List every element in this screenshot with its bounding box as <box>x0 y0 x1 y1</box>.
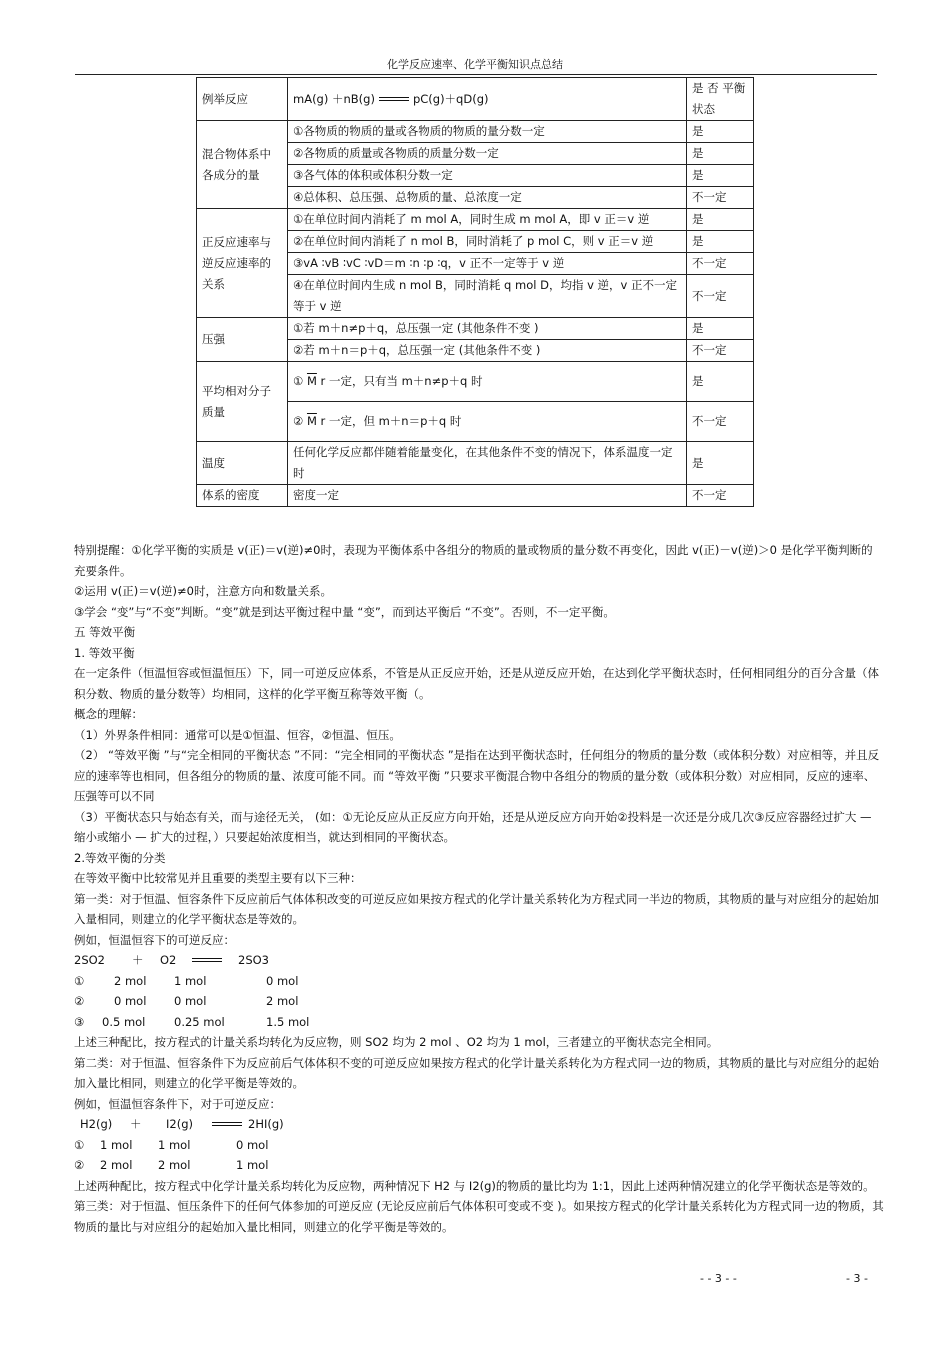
row-result: 是 <box>687 442 754 485</box>
ratio-row: ① 2 mol 1 mol 0 mol <box>74 973 299 988</box>
row-result: 是 <box>687 362 754 402</box>
row-result: 是 <box>687 318 754 340</box>
header-rule <box>75 74 877 75</box>
equilibrium-arrow-icon <box>379 94 409 104</box>
row-result: 不一定 <box>687 402 754 442</box>
ratio-row: ① 1 mol 1 mol 0 mol <box>74 1137 269 1152</box>
paragraph: 第一类：对于恒温、恒容条件下反应前后气体体积改变的可逆反应如果按方程式的化学计量关系转化为方程式同一半边的物质，其物质的量与对应组分的起始加入量相同，则建立的化学平衡状态是等效的。 <box>74 891 879 926</box>
row-text: ②若 m＋n＝p＋q，总压强一定 (其他条件不变 ) <box>288 340 687 362</box>
ratio-row: ③ 0.5 mol 0.25 mol 1.5 mol <box>74 1014 310 1029</box>
paragraph: ②运用 v(正)＝v(逆)≠0时，注意方向和数量关系。 <box>74 584 332 598</box>
group-cat-5: 体系的密度 <box>197 485 288 507</box>
row-result: 是 <box>687 165 754 187</box>
row-text: ②在单位时间内消耗了 n mol B，同时消耗了 p mol C，则 v 正＝v 逆 <box>288 231 687 253</box>
header-reaction <box>288 78 687 121</box>
row-text: ③各气体的体积或体积分数一定 <box>288 165 687 187</box>
paragraph: 第二类：对于恒温、恒容条件下为反应前后气体体积不变的可逆反应如果按方程式的化学计量关系转化为方程式同一边的物质，其物质的量比与对应组分的起始加入量比相同，则建立的化学平衡是等效的。 <box>74 1055 879 1090</box>
table-row <box>197 442 754 485</box>
row-text: 密度一定 <box>288 485 687 507</box>
row-result: 不一定 <box>687 275 754 318</box>
row-result: 不一定 <box>687 340 754 362</box>
group-cat-1: 正反应速率与逆反应速率的关系 <box>197 209 288 318</box>
row-text: ①在单位时间内消耗了 m mol A，同时生成 m mol A，即 v 正＝v 逆 <box>288 209 687 231</box>
reaction-left: mA(g) ＋nB(g) <box>293 91 375 106</box>
paragraph: 在一定条件（恒温恒容或恒温恒压）下，同一可逆反应体系，不管是从正反应开始，还是从逆反应开始，在达到化学平衡状态时，任何相同组分的百分含量（体积分数、物质的量分数等）均相同，这样的化学平衡互称等效平衡（。 <box>74 666 879 701</box>
table-row <box>197 485 754 507</box>
row-text: ④总体积、总压强、总物质的量、总浓度一定 <box>288 187 687 209</box>
row-result: 不一定 <box>687 485 754 507</box>
table-row <box>197 318 754 340</box>
paragraph: 例如，恒温恒容下的可逆反应： <box>74 932 235 947</box>
page-header: 化学反应速率、化学平衡知识点总结 <box>387 58 563 71</box>
paragraph: （3）平衡状态只与始态有关，而与途径无关， (如：①无论反应从正反应方向开始，还是从逆反应方向开始②投料是一次还是分成几次③反应容器经过扩大 — 缩小或缩小 — 扩大的过程，）只要起始浓度相当，就达到相同的平衡状态。 <box>74 809 876 844</box>
paragraph: 概念的理解： <box>74 707 143 721</box>
row-result: 是 <box>687 231 754 253</box>
ratio-row: ② 2 mol 2 mol 1 mol <box>74 1158 269 1172</box>
table-row <box>197 209 754 231</box>
equilibrium-arrow-icon <box>212 1119 242 1129</box>
row-text: ①若 m＋n≠p＋q，总压强一定 (其他条件不变 ) <box>288 318 687 340</box>
group-cat-2: 压强 <box>197 318 288 362</box>
row-result: 是 <box>687 121 754 143</box>
section-heading: 五 等效平衡 <box>74 625 136 639</box>
paragraph: 上述两种配比，按方程式中化学计量关系均转化为反应物，两种情况下 H2 与 I2(g)的物质的量比均为 1:1，因此上述两种情况建立的化学平衡状态是等效的。 <box>74 1178 875 1193</box>
equilibrium-criteria-table <box>196 77 754 507</box>
paragraph: 例如，恒温恒容条件下，对于可逆反应： <box>74 1096 281 1111</box>
body-text <box>74 540 884 1237</box>
paragraph: 上述三种配比，按方程式的计量关系均转化为反应物，则 SO2 均为 2 mol 、O2 均为 1 mol，三者建立的平衡状态完全相同。 <box>74 1035 719 1049</box>
row-result: 是 <box>687 209 754 231</box>
mr-symbol: $\overline{M}$ <box>306 374 317 388</box>
ratio-row: ② 0 mol 0 mol 2 mol <box>74 994 299 1008</box>
header-status: 是 否 平衡状态 <box>687 78 754 121</box>
equation-hi: H2(g) ＋ I2(g) 2HI(g) <box>80 1117 284 1131</box>
paragraph: （1）外界条件相同：通常可以是①恒温、恒容，②恒温、恒压。 <box>74 727 401 742</box>
row-text: ③vA ∶vB ∶vC ∶vD＝m ∶n ∶p ∶q，v 正不一定等于 v 逆 <box>288 253 687 275</box>
mr-symbol: $\overline{M}$ <box>306 414 317 428</box>
row-result: 是 <box>687 143 754 165</box>
row-result: 不一定 <box>687 253 754 275</box>
subsection-heading: 1. 等效平衡 <box>74 645 135 660</box>
table-row <box>197 362 754 402</box>
paragraph: （2） “等效平衡 ”与“完全相同的平衡状态 ”不同：“完全相同的平衡状态 ”是指在达到平衡状态时，任何组分的物质的量分数（或体积分数）对应相等，并且反应的速率等也相同，但各组分的物质的量、浓度可能不同。而 “等效平衡 ”只要求平衡混合物中各组分的物质的量分数（或体积分数）对应相同，反应的速率、压强等可以不同 <box>74 748 880 803</box>
equilibrium-arrow-icon <box>192 955 222 965</box>
row-text: ②各物质的质量或各物质的质量分数一定 <box>288 143 687 165</box>
paragraph: 特别提醒：①化学平衡的实质是 v(正)＝v(逆)≠0时，表现为平衡体系中各组分的物质的量或物质的量分数不再变化，因此 v(正)－v(逆)＞0 是化学平衡判断的充要条件。 <box>74 543 873 578</box>
equation-so3: 2SO2 ＋ O2 2SO3 <box>74 953 269 967</box>
group-cat-3: 平均相对分子质量 <box>197 362 288 442</box>
row-text: ① $\overline{M}$ r 一定，只有当 m＋n≠p＋q 时 <box>288 362 687 402</box>
footer-page-center: - - 3 - - <box>700 1272 737 1285</box>
row-text: ④在单位时间内生成 n mol B，同时消耗 q mol D，均指 v 逆，v 正不一定等于 v 逆 <box>288 275 687 318</box>
row-text: 任何化学反应都伴随着能量变化，在其他条件不变的情况下，体系温度一定时 <box>288 442 687 485</box>
paragraph: 第三类：对于恒温、恒压条件下的任何气体参加的可逆反应 (无论反应前后气体体积可变或不变 )。如果按方程式的化学计量关系转化为方程式同一边的物质，其物质的量比与对应组分的起始加入量比相同，则建立的化学平衡是等效的。 <box>74 1199 884 1234</box>
group-cat-4: 温度 <box>197 442 288 485</box>
row-text: ①各物质的物质的量或各物质的物质的量分数一定 <box>288 121 687 143</box>
paragraph: ③学会 “变”与“不变”判断。“变”就是到达平衡过程中量 “变”，而到达平衡后 “不变”。否则，不一定平衡。 <box>74 604 615 619</box>
reaction-right: pC(g)＋qD(g) <box>412 91 489 106</box>
header-cat: 例举反应 <box>197 78 288 121</box>
table-row <box>197 121 754 143</box>
paragraph: 在等效平衡中比较常见并且重要的类型主要有以下三种： <box>74 871 362 885</box>
group-cat-0: 混合物体系中各成分的量 <box>197 121 288 209</box>
footer-page-right: - 3 - <box>846 1272 868 1285</box>
row-result: 不一定 <box>687 187 754 209</box>
table-header-row <box>197 78 754 121</box>
row-text: ② $\overline{M}$ r 一定，但 m＋n＝p＋q 时 <box>288 402 687 442</box>
subsection-heading: 2.等效平衡的分类 <box>74 850 166 865</box>
